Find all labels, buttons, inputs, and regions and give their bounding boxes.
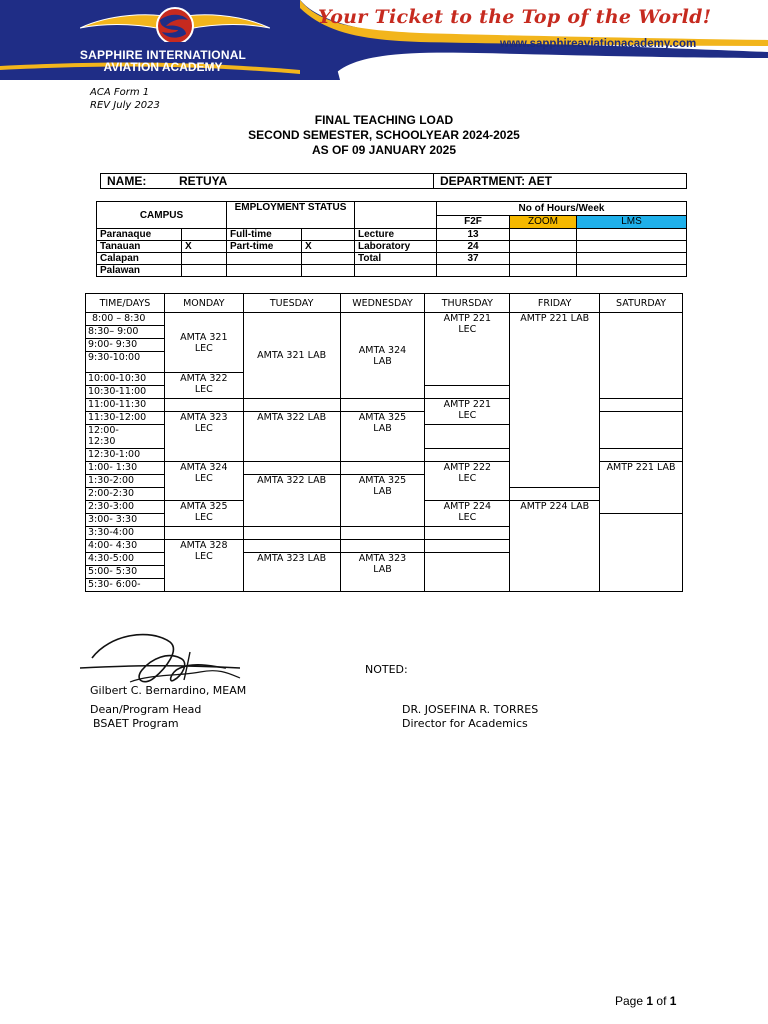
website-link[interactable]: www.sapphireaviationacademy.com: [500, 38, 697, 50]
class-block: AMTP 222 LEC: [425, 462, 510, 501]
empty-cell: [425, 527, 510, 540]
employment-mark: [302, 253, 355, 265]
time-slot: 1:00- 1:30: [86, 462, 165, 475]
lms-hours: [577, 241, 687, 253]
department-cell: DEPARTMENT: AET: [434, 174, 687, 189]
empty-cell: [340, 399, 425, 412]
empty-cell: [340, 527, 425, 540]
campus-name: Palawan: [97, 265, 182, 277]
page-current: 1: [646, 994, 654, 1008]
class-block: AMTP 221 LEC: [425, 313, 510, 386]
signatory-left-title: Dean/Program Head: [90, 703, 202, 716]
info-row: [97, 241, 687, 253]
page-word: Page: [615, 994, 644, 1008]
zoom-hours: [510, 253, 577, 265]
class-block: AMTP 221 LAB: [600, 462, 683, 514]
time-slot: 12:30-1:00: [86, 449, 165, 462]
class-block: AMTP 221 LAB: [510, 313, 600, 488]
header-banner: [0, 0, 768, 80]
class-block: AMTA 322 LAB: [243, 412, 340, 462]
empty-cell: [340, 462, 425, 475]
of-word: of: [656, 994, 667, 1008]
class-block: AMTA 324 LEC: [164, 462, 243, 501]
campus-mark: [182, 253, 227, 265]
f2f-hours: [437, 265, 510, 277]
employment-label: Part-time: [227, 241, 302, 253]
zoom-header: ZOOM: [510, 215, 577, 229]
name-cell: [101, 174, 434, 189]
signatory-left-name: Gilbert C. Bernardino, MEAM: [90, 684, 247, 697]
empty-cell: [425, 553, 510, 592]
class-block: AMTA 321 LEC: [164, 313, 243, 373]
zoom-hours: [510, 241, 577, 253]
lms-hours: [577, 265, 687, 277]
empty-cell: [600, 514, 683, 592]
hours-header: No of Hours/Week: [437, 202, 687, 216]
time-slot: 9:30-10:00: [86, 352, 165, 373]
info-table: [96, 201, 687, 277]
empty-cell: [600, 399, 683, 412]
class-block: AMTA 321 LAB: [243, 313, 340, 399]
time-slot: 4:00- 4:30: [86, 540, 165, 553]
time-slot: 10:00-10:30: [86, 373, 165, 386]
time-slot: 11:30-12:00: [86, 412, 165, 425]
slogan: Your Ticket to the Top of the World!: [318, 6, 712, 28]
time-slot: 8:30– 9:00: [86, 326, 165, 339]
header-time: TIME/DAYS: [86, 294, 165, 313]
time-slot: 4:30-5:00: [86, 553, 165, 566]
f2f-hours: 37: [437, 253, 510, 265]
campus-header: CAMPUS: [97, 202, 227, 229]
f2f-header: F2F: [437, 215, 510, 229]
time-slot: 11:00-11:30: [86, 399, 165, 412]
name-value: RETUYA: [179, 174, 228, 188]
empty-cell: [425, 540, 510, 553]
noted-label: NOTED:: [365, 663, 408, 676]
header-thursday: THURSDAY: [425, 294, 510, 313]
campus-name: Tanauan: [97, 241, 182, 253]
campus-mark: [182, 229, 227, 241]
lms-hours: [577, 253, 687, 265]
page-total: 1: [669, 994, 677, 1008]
class-block: AMTA 325 LEC: [164, 501, 243, 527]
hour-type: Lecture: [355, 229, 437, 241]
class-block: AMTA 325 LAB: [340, 412, 425, 462]
time-slot: 5:00- 5:30: [86, 566, 165, 579]
employment-mark: [302, 229, 355, 241]
employment-label: [227, 265, 302, 277]
hour-type: [355, 265, 437, 277]
empty-cell: [243, 462, 340, 475]
name-table: [100, 173, 687, 189]
doc-date: AS OF 09 JANUARY 2025: [311, 143, 457, 157]
signatory-left-program: BSAET Program: [93, 717, 179, 730]
campus-name: Paranaque: [97, 229, 182, 241]
hour-type: Laboratory: [355, 241, 437, 253]
logo-text-line1: SAPPHIRE INTERNATIONAL: [79, 48, 247, 62]
empty-cell: [425, 386, 510, 399]
employment-label: Full-time: [227, 229, 302, 241]
info-row: [97, 229, 687, 241]
empty-cell: [425, 425, 510, 449]
f2f-hours: 13: [437, 229, 510, 241]
empty-cell: [600, 412, 683, 449]
class-block: AMTP 224 LAB: [510, 501, 600, 592]
campus-mark: X: [182, 241, 227, 253]
empty-cell: [600, 449, 683, 462]
hour-type: Total: [355, 253, 437, 265]
employment-label: [227, 253, 302, 265]
class-block: AMTA 325 LAB: [340, 475, 425, 527]
class-block: AMTA 322 LEC: [164, 373, 243, 399]
f2f-hours: 24: [437, 241, 510, 253]
header-wednesday: WEDNESDAY: [340, 294, 425, 313]
header-saturday: SATURDAY: [600, 294, 683, 313]
class-block: AMTA 323 LAB: [243, 553, 340, 592]
time-slot: 12:00- 12:30: [86, 425, 165, 449]
header-monday: MONDAY: [164, 294, 243, 313]
zoom-hours: [510, 229, 577, 241]
campus-name: Calapan: [97, 253, 182, 265]
employment-mark: [302, 265, 355, 277]
employment-mark: X: [302, 241, 355, 253]
logo-text-line2: AVIATION ACADEMY: [103, 60, 223, 74]
time-slot: 9:00- 9:30: [86, 339, 165, 352]
header-tuesday: TUESDAY: [243, 294, 340, 313]
class-block: AMTA 323 LAB: [340, 553, 425, 592]
doc-title: FINAL TEACHING LOAD: [314, 113, 454, 127]
time-slot: 3:30-4:00: [86, 527, 165, 540]
time-slot: 10:30-11:00: [86, 386, 165, 399]
empty-cell: [243, 540, 340, 553]
empty-cell: [340, 540, 425, 553]
empty-cell: [425, 449, 510, 462]
form-code: ACA Form 1: [90, 87, 150, 98]
schedule-header-row: [86, 294, 683, 313]
signatory-right-name: DR. JOSEFINA R. TORRES: [402, 703, 539, 716]
zoom-hours: [510, 265, 577, 277]
class-block: AMTA 328 LEC: [164, 540, 243, 592]
type-header: [355, 202, 437, 229]
time-slot: 8:00 – 8:30: [86, 313, 165, 326]
time-slot: 3:00- 3:30: [86, 514, 165, 527]
employment-header: EMPLOYMENT STATUS: [227, 202, 355, 229]
empty-cell: [164, 527, 243, 540]
time-slot: 1:30-2:00: [86, 475, 165, 488]
empty-cell: [164, 399, 243, 412]
class-block: AMTA 323 LEC: [164, 412, 243, 462]
info-row: [97, 253, 687, 265]
page-number: [615, 994, 676, 1008]
empty-cell: [243, 399, 340, 412]
name-label: NAME:: [107, 174, 147, 188]
empty-cell: [600, 313, 683, 399]
campus-mark: [182, 265, 227, 277]
academy-logo-icon: [80, 6, 270, 50]
lms-header: LMS: [577, 215, 687, 229]
time-slot: 5:30- 6:00-: [86, 579, 165, 592]
time-slot: 2:00-2:30: [86, 488, 165, 501]
class-block: AMTP 224 LEC: [425, 501, 510, 527]
class-block: AMTA 324 LAB: [340, 313, 425, 399]
time-slot: 2:30-3:00: [86, 501, 165, 514]
class-block: AMTA 322 LAB: [243, 475, 340, 527]
schedule-table: [85, 293, 683, 592]
header-friday: FRIDAY: [510, 294, 600, 313]
doc-subtitle: SECOND SEMESTER, SCHOOLYEAR 2024-2025: [248, 128, 520, 142]
lms-hours: [577, 229, 687, 241]
class-block: AMTP 221 LEC: [425, 399, 510, 425]
empty-cell: [243, 527, 340, 540]
info-row: [97, 265, 687, 277]
form-revision: REV July 2023: [90, 100, 160, 111]
signatory-right-title: Director for Academics: [402, 717, 528, 730]
